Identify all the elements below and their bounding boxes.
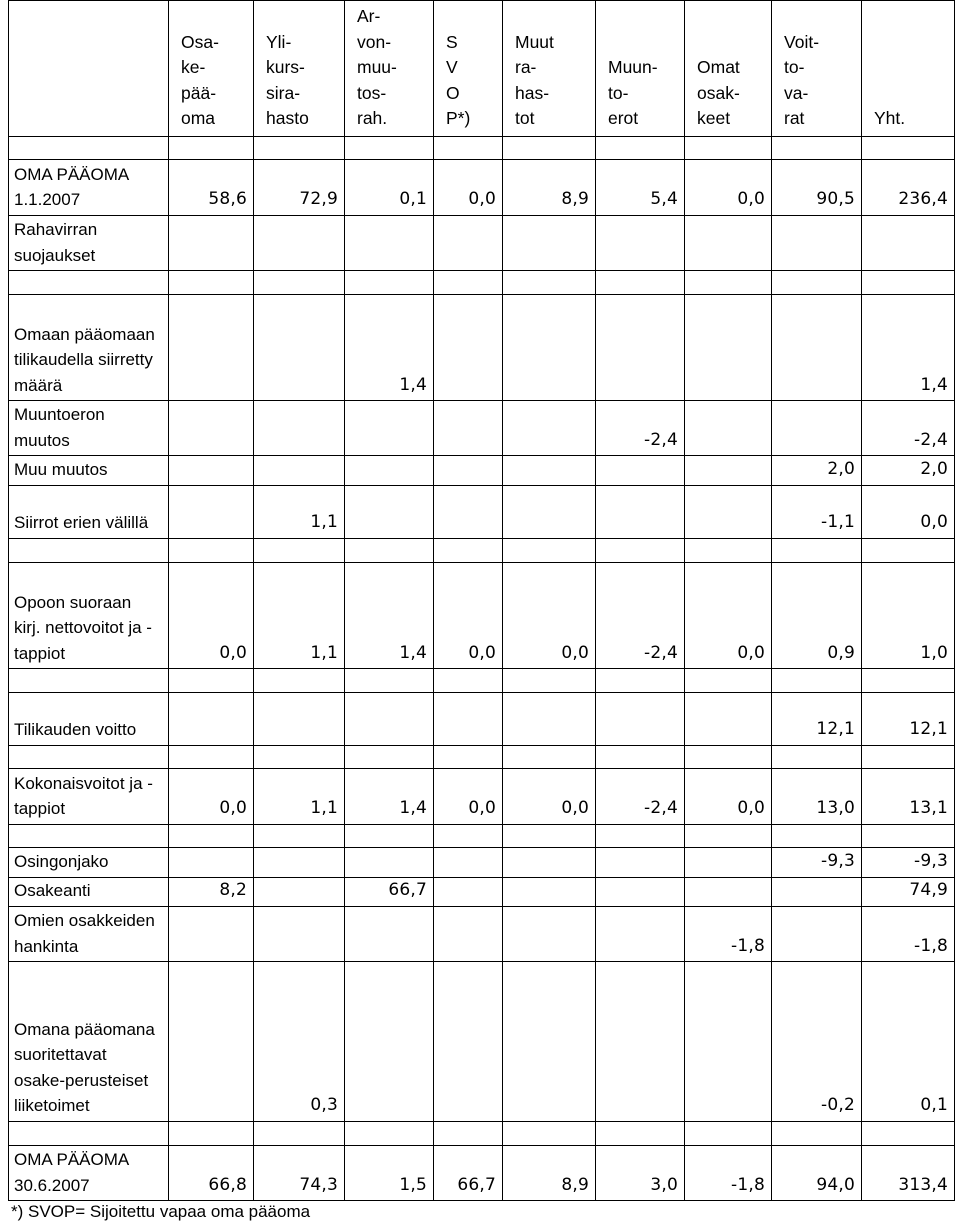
value-cell: 58,6 xyxy=(169,160,254,215)
value-cell xyxy=(254,692,345,745)
table-row xyxy=(9,1145,955,1200)
empty-cell xyxy=(9,745,169,769)
empty-cell xyxy=(434,669,503,693)
value-cell xyxy=(434,906,503,961)
empty-cell xyxy=(685,1121,772,1145)
empty-cell xyxy=(9,824,169,848)
value-cell xyxy=(503,294,596,401)
empty-cell xyxy=(169,538,254,562)
empty-cell xyxy=(254,271,345,295)
empty-cell xyxy=(169,669,254,693)
value-cell xyxy=(685,848,772,877)
spacer-row xyxy=(9,271,955,295)
empty-cell xyxy=(596,824,685,848)
value-cell: 0,0 xyxy=(169,769,254,824)
value-cell: 0,0 xyxy=(434,160,503,215)
equity-table xyxy=(8,0,955,1201)
row-label: Osingonjako xyxy=(9,848,169,877)
table-row xyxy=(9,485,955,538)
value-cell xyxy=(503,456,596,485)
empty-cell xyxy=(345,271,434,295)
value-cell: 0,0 xyxy=(434,562,503,669)
value-cell: 0,9 xyxy=(772,562,862,669)
row-label: Muuntoeron muutos xyxy=(9,401,169,456)
value-cell xyxy=(434,401,503,456)
value-cell xyxy=(596,294,685,401)
value-cell xyxy=(596,692,685,745)
value-cell: 313,4 xyxy=(862,1145,955,1200)
value-cell: -2,4 xyxy=(596,769,685,824)
value-cell: 74,3 xyxy=(254,1145,345,1200)
empty-cell xyxy=(503,824,596,848)
value-cell xyxy=(434,848,503,877)
table-row xyxy=(9,692,955,745)
value-cell: 1,4 xyxy=(345,562,434,669)
empty-cell xyxy=(862,538,955,562)
column-header: Ar- von- muu- tos- rah. xyxy=(345,1,434,137)
value-cell: -1,8 xyxy=(862,906,955,961)
value-cell: -1,8 xyxy=(685,906,772,961)
value-cell: -9,3 xyxy=(862,848,955,877)
empty-cell xyxy=(345,745,434,769)
empty-cell xyxy=(596,1121,685,1145)
row-label: Omaan pääomaan tilikaudella siirretty määrä xyxy=(9,294,169,401)
column-header: Osa- ke- pää- oma xyxy=(169,1,254,137)
value-cell: 66,7 xyxy=(345,877,434,906)
value-cell: 1,4 xyxy=(345,294,434,401)
value-cell xyxy=(503,485,596,538)
value-cell: -2,4 xyxy=(596,401,685,456)
empty-cell xyxy=(772,669,862,693)
value-cell xyxy=(685,294,772,401)
value-cell: 5,4 xyxy=(596,160,685,215)
empty-cell xyxy=(169,1121,254,1145)
row-label: Rahavirran suojaukset xyxy=(9,215,169,270)
value-cell xyxy=(254,401,345,456)
empty-cell xyxy=(9,136,169,160)
value-cell xyxy=(685,401,772,456)
empty-cell xyxy=(254,824,345,848)
value-cell: 1,5 xyxy=(345,1145,434,1200)
value-cell xyxy=(685,215,772,270)
value-cell xyxy=(254,848,345,877)
value-cell: -0,2 xyxy=(772,962,862,1122)
value-cell xyxy=(345,485,434,538)
empty-cell xyxy=(772,538,862,562)
table-row xyxy=(9,962,955,1122)
column-header: Muut ra- has- tot xyxy=(503,1,596,137)
row-label: Siirrot erien välillä xyxy=(9,485,169,538)
empty-cell xyxy=(345,824,434,848)
empty-cell xyxy=(169,271,254,295)
value-cell: -1,1 xyxy=(772,485,862,538)
spacer-row xyxy=(9,745,955,769)
empty-cell xyxy=(596,538,685,562)
value-cell: 0,0 xyxy=(434,769,503,824)
row-label: OMA PÄÄOMA 1.1.2007 xyxy=(9,160,169,215)
value-cell xyxy=(169,906,254,961)
row-label: Osakeanti xyxy=(9,877,169,906)
value-cell xyxy=(169,485,254,538)
empty-cell xyxy=(434,1121,503,1145)
empty-cell xyxy=(254,1121,345,1145)
empty-cell xyxy=(862,669,955,693)
table-row xyxy=(9,562,955,669)
empty-cell xyxy=(772,824,862,848)
value-cell: 13,1 xyxy=(862,769,955,824)
value-cell xyxy=(685,962,772,1122)
header-corner xyxy=(9,1,169,137)
table-row xyxy=(9,456,955,485)
spacer-row xyxy=(9,669,955,693)
value-cell: -2,4 xyxy=(596,562,685,669)
empty-cell xyxy=(596,271,685,295)
value-cell xyxy=(596,456,685,485)
row-label: Opoon suoraan kirj. nettovoitot ja -tappiot xyxy=(9,562,169,669)
empty-cell xyxy=(254,745,345,769)
empty-cell xyxy=(345,136,434,160)
empty-cell xyxy=(254,136,345,160)
value-cell xyxy=(596,848,685,877)
empty-cell xyxy=(685,824,772,848)
value-cell: 66,7 xyxy=(434,1145,503,1200)
value-cell xyxy=(254,906,345,961)
empty-cell xyxy=(596,669,685,693)
value-cell xyxy=(685,877,772,906)
value-cell: 1,4 xyxy=(345,769,434,824)
empty-cell xyxy=(434,538,503,562)
value-cell: 1,0 xyxy=(862,562,955,669)
value-cell xyxy=(503,848,596,877)
empty-cell xyxy=(169,136,254,160)
value-cell xyxy=(345,848,434,877)
value-cell: 66,8 xyxy=(169,1145,254,1200)
empty-cell xyxy=(862,745,955,769)
value-cell xyxy=(596,877,685,906)
empty-cell xyxy=(9,669,169,693)
value-cell xyxy=(345,692,434,745)
footnote: *) SVOP= Sijoitettu vapaa oma pääoma xyxy=(11,1202,311,1221)
value-cell xyxy=(345,215,434,270)
value-cell: 74,9 xyxy=(862,877,955,906)
empty-cell xyxy=(772,271,862,295)
value-cell xyxy=(772,215,862,270)
value-cell: 236,4 xyxy=(862,160,955,215)
value-cell xyxy=(434,485,503,538)
value-cell: -1,8 xyxy=(685,1145,772,1200)
empty-cell xyxy=(685,538,772,562)
empty-cell xyxy=(169,745,254,769)
value-cell: 0,0 xyxy=(685,160,772,215)
value-cell xyxy=(772,877,862,906)
value-cell xyxy=(169,848,254,877)
column-header: Yli- kurs- sira- hasto xyxy=(254,1,345,137)
empty-cell xyxy=(685,136,772,160)
empty-cell xyxy=(685,745,772,769)
empty-cell xyxy=(503,745,596,769)
empty-cell xyxy=(685,669,772,693)
empty-cell xyxy=(503,136,596,160)
value-cell xyxy=(434,877,503,906)
table-row xyxy=(9,160,955,215)
empty-cell xyxy=(345,1121,434,1145)
value-cell xyxy=(254,215,345,270)
value-cell xyxy=(503,401,596,456)
empty-cell xyxy=(862,824,955,848)
table-row xyxy=(9,215,955,270)
empty-cell xyxy=(862,1121,955,1145)
row-label: OMA PÄÄOMA 30.6.2007 xyxy=(9,1145,169,1200)
value-cell xyxy=(254,456,345,485)
value-cell xyxy=(434,962,503,1122)
empty-cell xyxy=(772,745,862,769)
empty-cell xyxy=(434,745,503,769)
column-header: Omat osak- keet xyxy=(685,1,772,137)
value-cell: 8,2 xyxy=(169,877,254,906)
empty-cell xyxy=(772,1121,862,1145)
value-cell: 0,1 xyxy=(345,160,434,215)
value-cell xyxy=(345,906,434,961)
value-cell xyxy=(685,692,772,745)
row-label: Omien osakkeiden hankinta xyxy=(9,906,169,961)
value-cell xyxy=(345,962,434,1122)
value-cell xyxy=(503,877,596,906)
value-cell: 8,9 xyxy=(503,160,596,215)
spacer-row xyxy=(9,538,955,562)
value-cell: 0,1 xyxy=(862,962,955,1122)
value-cell: -2,4 xyxy=(862,401,955,456)
row-label: Omana pääomana suoritettavat osake-perusteiset liiketoimet xyxy=(9,962,169,1122)
value-cell xyxy=(503,215,596,270)
value-cell xyxy=(169,401,254,456)
value-cell xyxy=(345,401,434,456)
empty-cell xyxy=(503,271,596,295)
value-cell xyxy=(862,215,955,270)
value-cell: 13,0 xyxy=(772,769,862,824)
value-cell: 0,3 xyxy=(254,962,345,1122)
value-cell xyxy=(503,962,596,1122)
column-header: Muun- to- erot xyxy=(596,1,685,137)
table-row xyxy=(9,906,955,961)
value-cell xyxy=(434,692,503,745)
empty-cell xyxy=(862,136,955,160)
empty-cell xyxy=(434,271,503,295)
value-cell: -9,3 xyxy=(772,848,862,877)
value-cell xyxy=(503,692,596,745)
table-row xyxy=(9,848,955,877)
empty-cell xyxy=(9,271,169,295)
value-cell xyxy=(685,485,772,538)
header-row xyxy=(9,1,955,137)
value-cell xyxy=(596,215,685,270)
value-cell: 0,0 xyxy=(685,562,772,669)
value-cell: 8,9 xyxy=(503,1145,596,1200)
empty-cell xyxy=(434,136,503,160)
value-cell: 90,5 xyxy=(772,160,862,215)
empty-cell xyxy=(434,824,503,848)
column-header: Yht. xyxy=(862,1,955,137)
value-cell: 12,1 xyxy=(862,692,955,745)
value-cell xyxy=(685,456,772,485)
value-cell: 0,0 xyxy=(862,485,955,538)
value-cell: 1,1 xyxy=(254,562,345,669)
column-header: Voit- to- va- rat xyxy=(772,1,862,137)
table-row xyxy=(9,877,955,906)
value-cell: 3,0 xyxy=(596,1145,685,1200)
value-cell: 94,0 xyxy=(772,1145,862,1200)
value-cell xyxy=(772,906,862,961)
empty-cell xyxy=(685,271,772,295)
value-cell xyxy=(596,906,685,961)
value-cell xyxy=(254,877,345,906)
value-cell: 12,1 xyxy=(772,692,862,745)
empty-cell xyxy=(596,745,685,769)
value-cell xyxy=(434,456,503,485)
value-cell xyxy=(254,294,345,401)
value-cell: 1,1 xyxy=(254,769,345,824)
row-label: Muu muutos xyxy=(9,456,169,485)
value-cell: 2,0 xyxy=(862,456,955,485)
empty-cell xyxy=(9,538,169,562)
empty-cell xyxy=(503,1121,596,1145)
value-cell xyxy=(345,456,434,485)
value-cell xyxy=(596,962,685,1122)
value-cell: 0,0 xyxy=(503,562,596,669)
value-cell xyxy=(169,456,254,485)
value-cell xyxy=(169,294,254,401)
row-label: Kokonaisvoitot ja -tappiot xyxy=(9,769,169,824)
value-cell xyxy=(434,215,503,270)
value-cell: 2,0 xyxy=(772,456,862,485)
spacer-row xyxy=(9,1121,955,1145)
table-row xyxy=(9,401,955,456)
value-cell xyxy=(169,215,254,270)
empty-cell xyxy=(596,136,685,160)
spacer-row xyxy=(9,136,955,160)
value-cell xyxy=(772,401,862,456)
empty-cell xyxy=(503,669,596,693)
row-label: Tilikauden voitto xyxy=(9,692,169,745)
value-cell xyxy=(596,485,685,538)
value-cell xyxy=(434,294,503,401)
value-cell xyxy=(169,692,254,745)
value-cell: 1,4 xyxy=(862,294,955,401)
empty-cell xyxy=(345,538,434,562)
table-row xyxy=(9,769,955,824)
spacer-row xyxy=(9,824,955,848)
column-header: S V O P*) xyxy=(434,1,503,137)
empty-cell xyxy=(169,824,254,848)
empty-cell xyxy=(254,669,345,693)
table-row xyxy=(9,294,955,401)
value-cell: 1,1 xyxy=(254,485,345,538)
empty-cell xyxy=(345,669,434,693)
value-cell xyxy=(169,962,254,1122)
empty-cell xyxy=(254,538,345,562)
empty-cell xyxy=(772,136,862,160)
value-cell: 0,0 xyxy=(685,769,772,824)
empty-cell xyxy=(503,538,596,562)
value-cell xyxy=(772,294,862,401)
value-cell: 72,9 xyxy=(254,160,345,215)
value-cell: 0,0 xyxy=(503,769,596,824)
value-cell: 0,0 xyxy=(169,562,254,669)
empty-cell xyxy=(9,1121,169,1145)
value-cell xyxy=(503,906,596,961)
empty-cell xyxy=(862,271,955,295)
